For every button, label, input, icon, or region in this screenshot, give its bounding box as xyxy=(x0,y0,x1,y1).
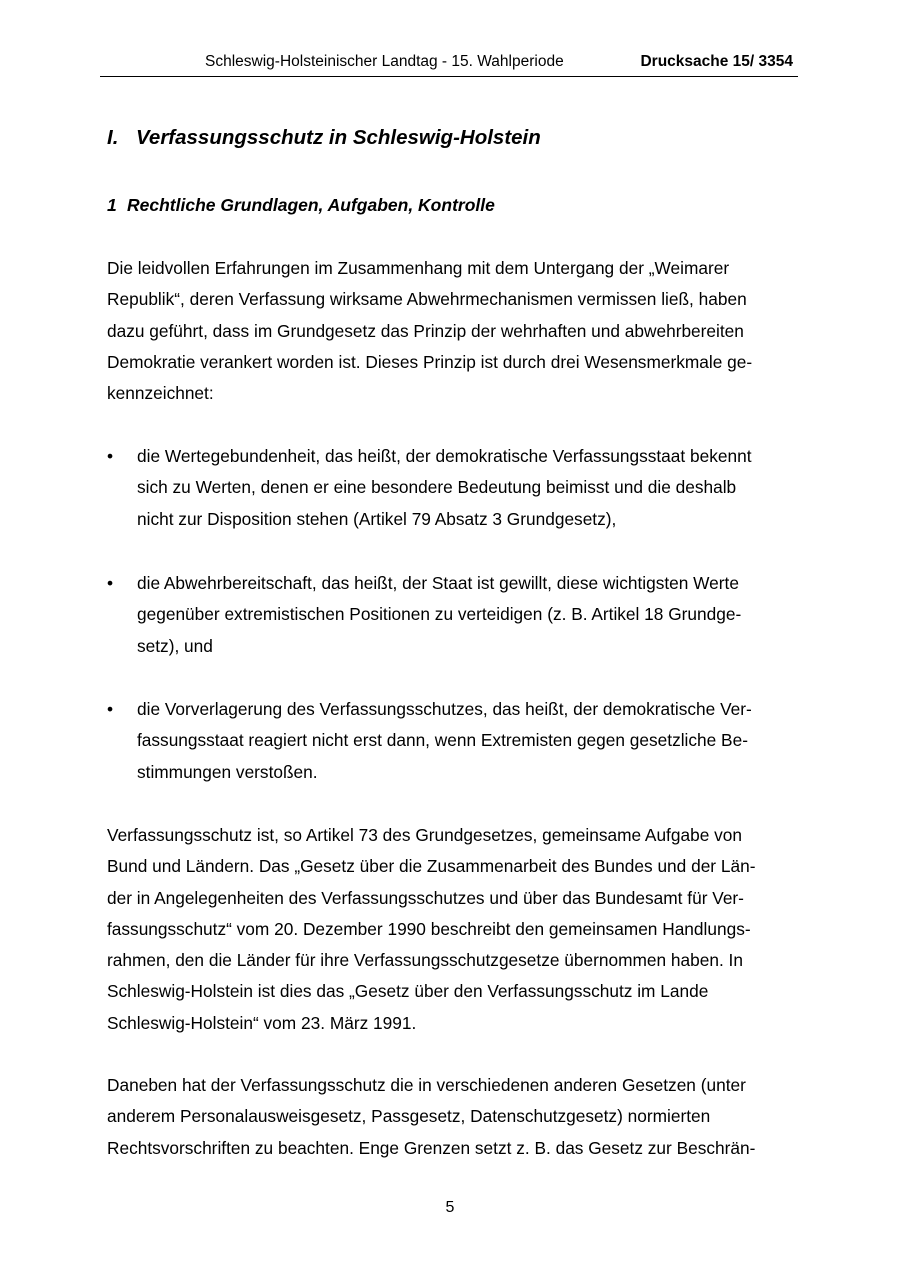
subsection-title: Rechtliche Grundlagen, Aufgaben, Kontrolle xyxy=(127,195,495,215)
bullet-item-wertegebundenheit xyxy=(107,441,797,535)
text-line: nicht zur Disposition stehen (Artikel 79 Absatz 3 Grundgesetz), xyxy=(137,508,617,529)
text-line: sich zu Werten, denen er eine besondere Bedeutung beimisst und die deshalb xyxy=(137,477,737,498)
text-line: Verfassungsschutz ist, so Artikel 73 des Grundgesetzes, gemeinsame Aufgabe von xyxy=(107,825,742,845)
text-line: Demokratie verankert worden ist. Dieses Prinzip ist durch drei Wesensmerkmale ge- xyxy=(107,351,753,372)
text-line: Republik“, deren Verfassung wirksame Abwehrmechanismen vermissen ließ, haben xyxy=(107,289,747,310)
text-line: rahmen, den die Länder für ihre Verfassungsschutzgesetze übernommen haben. In xyxy=(107,950,743,971)
text-line: kennzeichnet: xyxy=(107,383,214,404)
subsection-heading xyxy=(107,195,495,216)
text-line: die Wertegebundenheit, das heißt, der demokratische Verfassungsstaat bekennt xyxy=(137,446,752,466)
text-line: Bund und Ländern. Das „Gesetz über die Zusammenarbeit des Bundes und der Län- xyxy=(107,856,756,877)
text-line: fassungsstaat reagiert nicht erst dann, wenn Extremisten gegen gesetzliche Be- xyxy=(137,730,748,751)
text-line: dazu geführt, dass im Grundgesetz das Prinzip der wehrhaften und abwehrbereiten xyxy=(107,320,744,341)
text-line: der in Angelegenheiten des Verfassungsschutzes und über das Bundesamt für Ver- xyxy=(107,887,744,908)
text-line: Daneben hat der Verfassungsschutz die in verschiedenen anderen Gesetzen (unter xyxy=(107,1075,746,1095)
bullet-icon: • xyxy=(107,446,114,466)
paragraph-daneben xyxy=(107,1070,797,1164)
bullet-icon: • xyxy=(107,573,114,593)
text-line: die Abwehrbereitschaft, das heißt, der Staat ist gewillt, diese wichtigsten Werte xyxy=(137,573,739,593)
bullet-item-vorverlagerung xyxy=(107,694,797,788)
bullet-item-abwehrbereitschaft xyxy=(107,568,797,662)
text-line: Rechtsvorschriften zu beachten. Enge Grenzen setzt z. B. das Gesetz zur Beschrän- xyxy=(107,1137,756,1158)
text-line: setz), und xyxy=(137,635,213,656)
text-line: Die leidvollen Erfahrungen im Zusammenhang mit dem Untergang der „Weimarer xyxy=(107,258,730,278)
text-line: fassungsschutz“ vom 20. Dezember 1990 beschreibt den gemeinsamen Handlungs- xyxy=(107,918,751,939)
paragraph-intro xyxy=(107,253,797,409)
text-line: Schleswig-Holstein ist dies das „Gesetz über den Verfassungsschutz im Lande xyxy=(107,981,709,1002)
page-header xyxy=(100,52,798,77)
bullet-icon: • xyxy=(107,699,114,719)
text-line: stimmungen verstoßen. xyxy=(137,761,318,782)
text-line: die Vorverlagerung des Verfassungsschutzes, das heißt, der demokratische Ver- xyxy=(137,699,752,719)
header-title: Schleswig-Holsteinischer Landtag - 15. Wahlperiode xyxy=(205,53,564,70)
subsection-number: 1 xyxy=(107,195,117,215)
text-line: anderem Personalausweisgesetz, Passgesetz, Datenschutzgesetz) normierten xyxy=(107,1106,711,1127)
header-doc-number: Drucksache 15/ 3354 xyxy=(640,53,793,70)
text-line: Schleswig-Holstein“ vom 23. März 1991. xyxy=(107,1012,417,1033)
paragraph-verfassungsschutz xyxy=(107,820,797,1039)
section-heading xyxy=(107,126,541,150)
section-title: Verfassungsschutz in Schleswig-Holstein xyxy=(136,126,541,149)
page-number: 5 xyxy=(445,1199,455,1216)
section-number: I. xyxy=(107,126,119,149)
text-line: gegenüber extremistischen Positionen zu verteidigen (z. B. Artikel 18 Grundge- xyxy=(137,604,742,625)
